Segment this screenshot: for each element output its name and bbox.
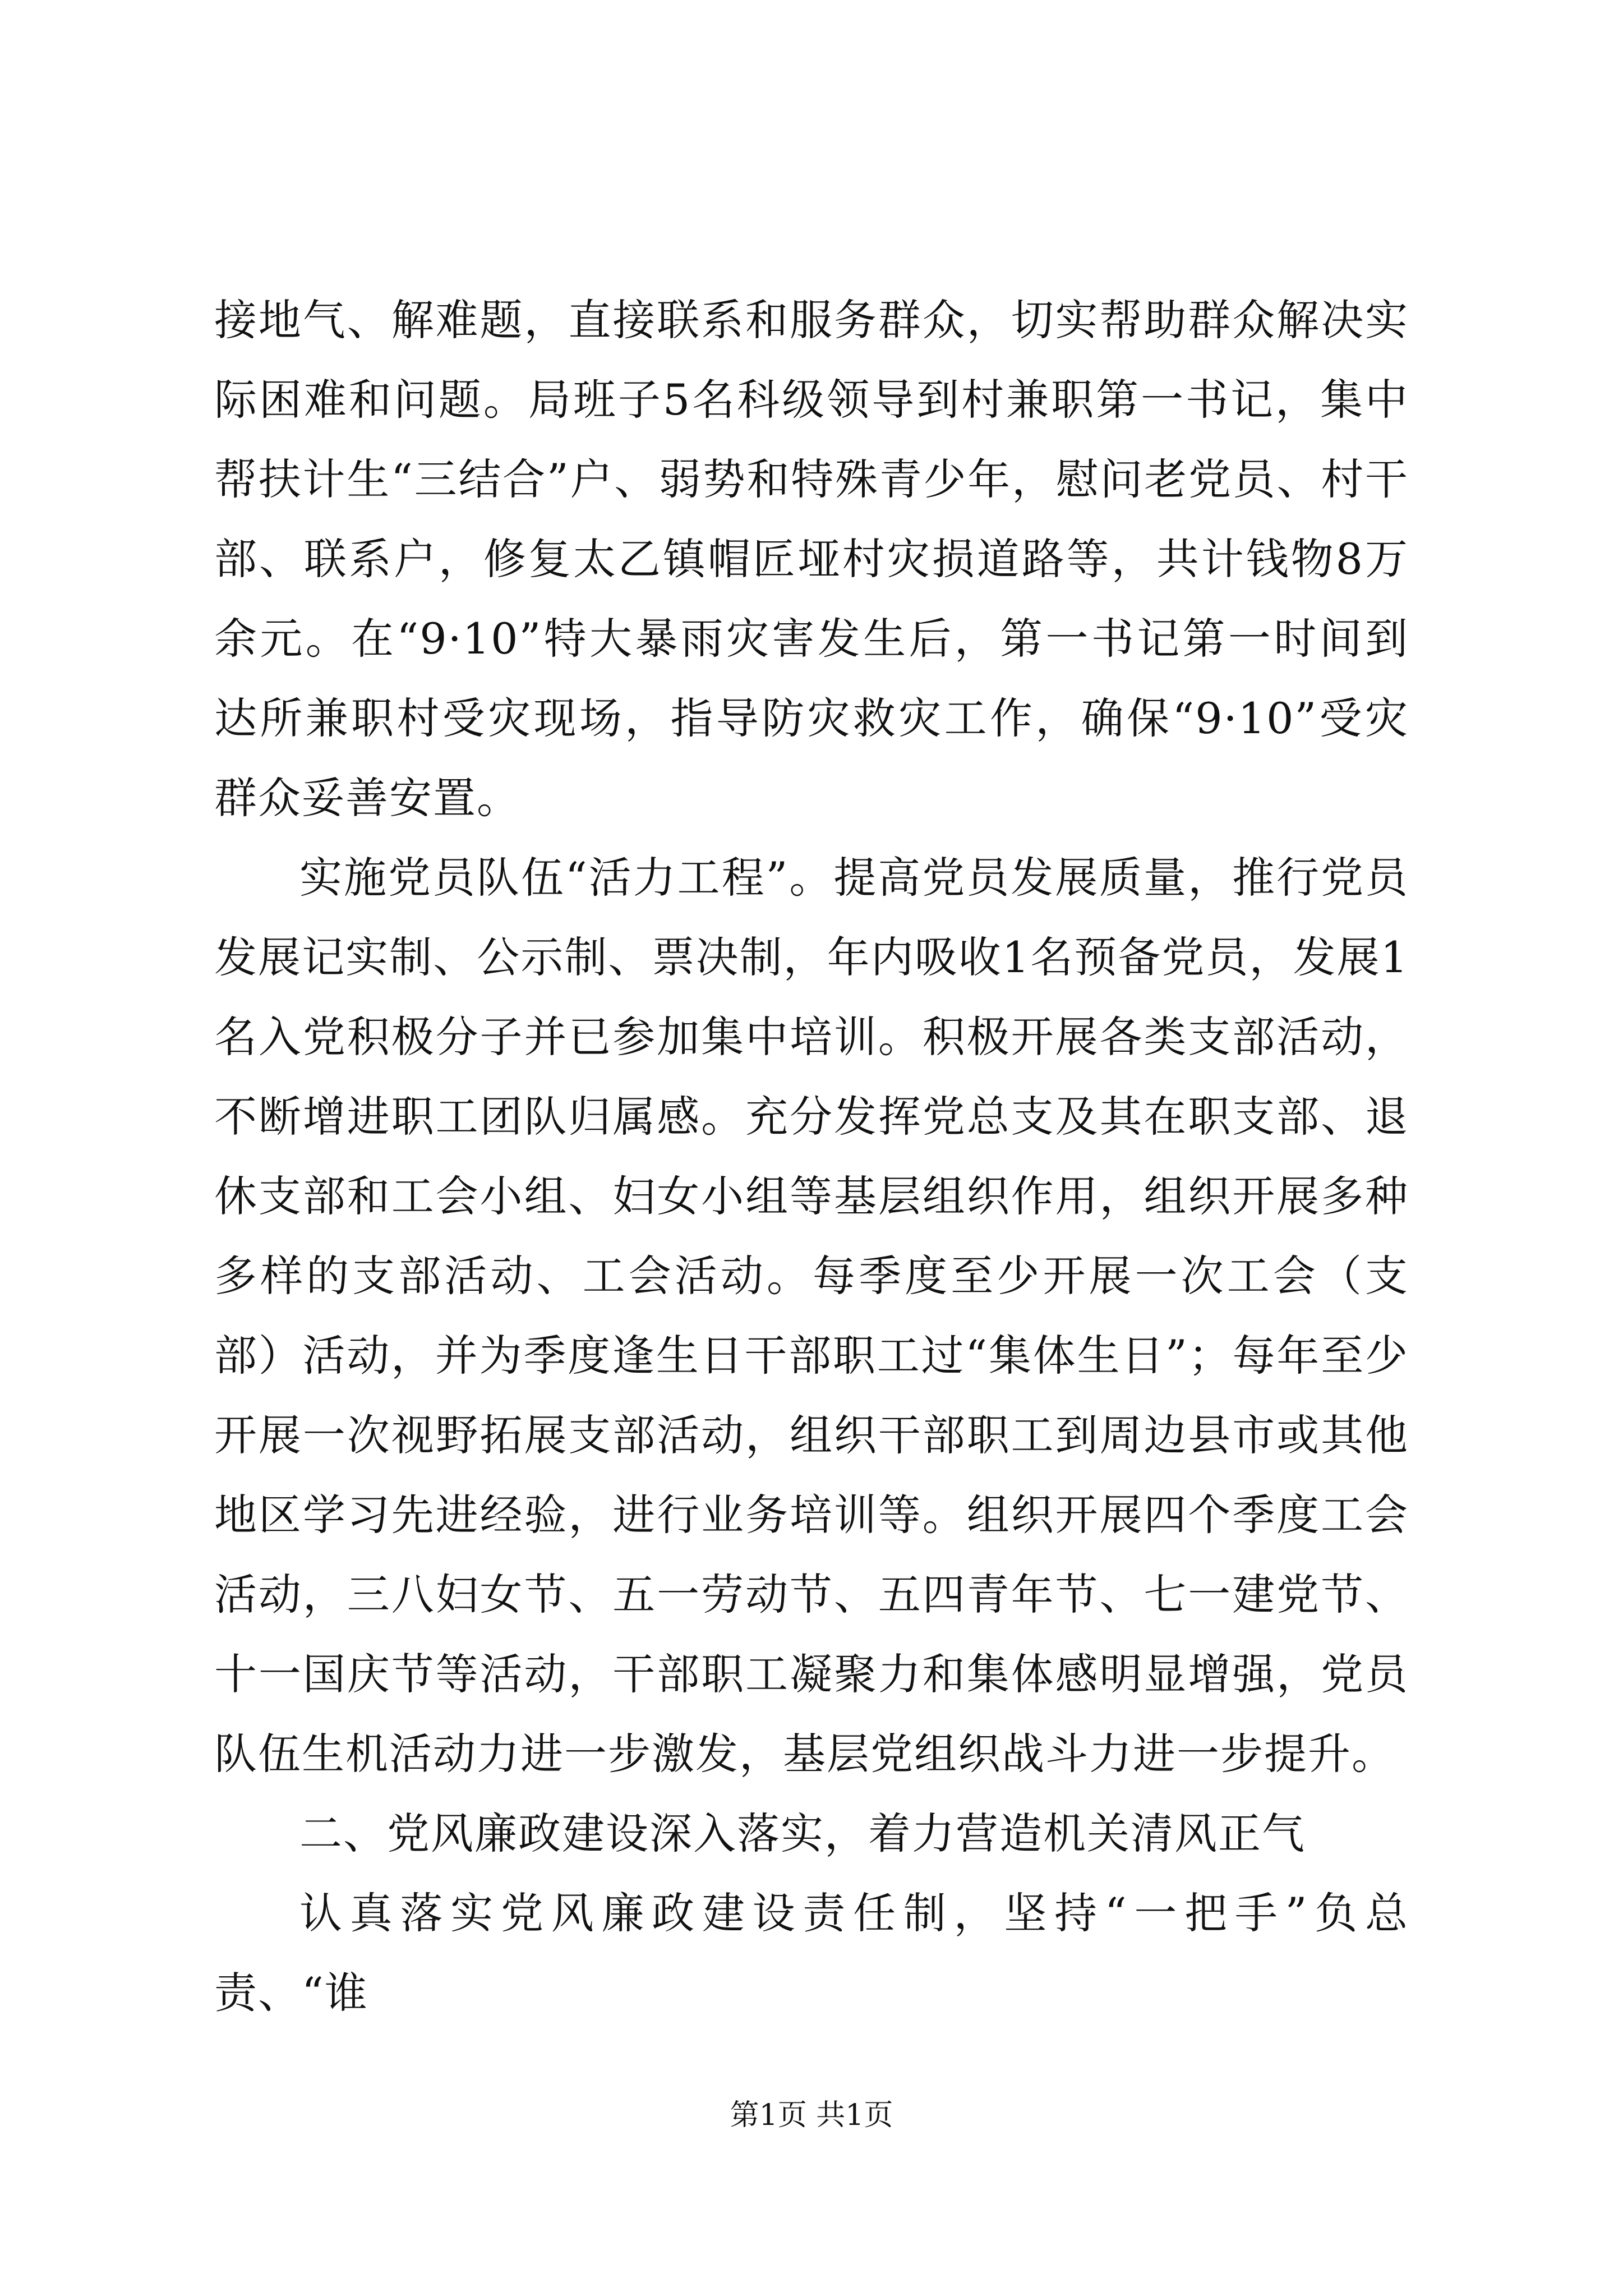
- paragraph-responsibility: 认真落实党风廉政建设责任制，坚持“一把手”负总责、“谁: [214, 1888, 1409, 2018]
- paragraph-vitality-project: 实施党员队伍“活力工程”。提高党员发展质量，推行党员发展记实制、公示制、票决制，年内吸收1名预备党员，发展1名入党积极分子并已参加集中培训。积极开展各类支部活动，不断增进职工团队归属感。充分发挥党总支及其在职支部、退休支部和工会小组、妇女小组等基层组织作用，组织开展多种多样的支部活动、工会活动。每季度至少开展一次工会（支部）活动，并为季度逢生日干部职工过“集体生日”；每年至少开展一次视野拓展支部活动，组织干部职工到周边县市或其他地区学习先进经验，进行业务培训等。组织开展四个季度工会活动，三八妇女节、五一劳动节、五四青年节、七一建党节、十一国庆节等活动，干部职工凝聚力和集体感明显增强，党员队伍生机活动力进一步激发，基层党组织战斗力进一步提升。: [214, 853, 1409, 1779]
- paragraph-continuation: 接地气、解难题，直接联系和服务群众，切实帮助群众解决实际困难和问题。局班子5名科级领导到村兼职第一书记，集中帮扶计生“三结合”户、弱势和特殊青少年，慰问老党员、村干部、联系户，修复太乙镇帽匠垭村灾损道路等，共计钱物8万余元。在“9·10”特大暴雨灾害发生后，第一书记第一时间到达所兼职村受灾现场，指导防灾救灾工作，确保“9·10”受灾群众妥善安置。: [214, 295, 1409, 823]
- page-footer: 第1页 共1页: [730, 2099, 893, 2132]
- section-heading: 二、党风廉政建设深入落实，着力营造机关清风正气: [299, 1809, 1306, 1858]
- document-body: [214, 280, 1409, 2033]
